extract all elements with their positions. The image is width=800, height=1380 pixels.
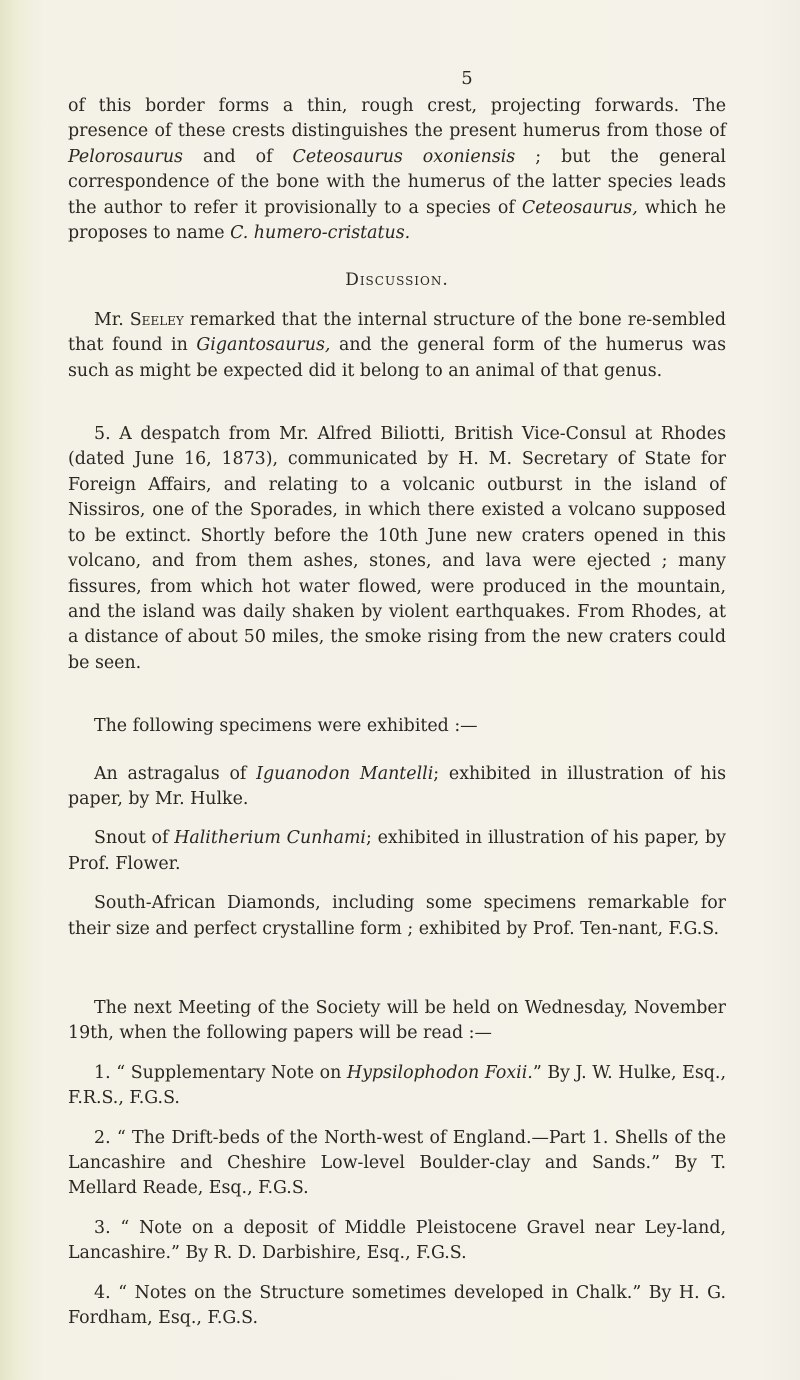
text-run: and of <box>182 146 293 167</box>
text-run: An astragalus of <box>94 763 257 784</box>
specimens-intro: The following specimens were exhibited :— <box>94 716 478 737</box>
text-run: of this border forms a thin, rough crest, projecting forwards. The presence of these crests distinguishes the present humerus from those of <box>68 96 726 142</box>
discussion-heading: Discussion. <box>345 270 449 291</box>
text-run: which he proposes to name <box>68 197 726 244</box>
text-run: 1. “ Supplementary Note on <box>94 1062 347 1083</box>
paper-item: 3. “ Note on a deposit of Middle Pleistocene Gravel near Ley-land, Lancashire.” By R. D. Darbishire, Esq., F.G.S. <box>68 1217 726 1264</box>
discussion-paragraph <box>68 308 726 384</box>
specimen-item <box>68 826 726 877</box>
text-run: South-African Diamonds, including some specimens remarkable for their size and perfect crystalline form ; exhibited by Prof. Ten-nant, F.G.S. <box>68 893 726 939</box>
paragraph-humerus-description <box>68 94 726 246</box>
paragraph-despatch-nissiros: 5. A despatch from Mr. Alfred Biliotti, British Vice-Consul at Rhodes (dated June 16, 1873), communicated by H. M. Secretary of State for Foreign Affairs, and relating to a volcanic outburst in the island of Nissiros, one of the Sporades, in which there existed a volcano supposed to be extinct. Shortly before the 10th June new craters opened in this volcano, and from them ashes, stones, and lava were ejected ; many fissures, from which hot water flowed, were produced in the mountain, and the island was daily shaken by violent earthquakes. From Rhodes, at a distance of about 50 miles, the smoke rising from the new craters could be seen. <box>68 424 726 673</box>
paper-item: 4. “ Notes on the Structure sometimes developed in Chalk.” By H. G. Fordham, Esq., F.G.S. <box>68 1282 726 1329</box>
italic-taxon: Ceteosaurus oxoniensis <box>292 146 516 167</box>
italic-taxon: Ceteosaurus, <box>521 197 638 218</box>
page-body <box>68 94 726 1331</box>
specimen-item <box>68 762 726 813</box>
italic-taxon: Pelorosaurus <box>68 146 183 167</box>
specimen-item <box>68 891 726 942</box>
paper-item <box>68 1061 726 1112</box>
text-run: ; exhibited in illustration of his paper, by Mr. Hulke. <box>68 763 726 809</box>
text-run: and the general form of the humerus was such as might be expected did it belong to an animal of that genus. <box>68 335 726 381</box>
italic-taxon: Gigantosaurus, <box>196 335 331 356</box>
speaker-name: Seeley <box>129 309 184 330</box>
italic-taxon: Iguanodon Mantelli <box>256 763 434 784</box>
text-run: remarked that the internal structure of the bone re-sembled that found in <box>68 309 726 356</box>
text-run: ” By J. W. Hulke, Esq., F.R.S., F.G.S. <box>68 1062 726 1109</box>
page-number: 5 <box>461 68 473 89</box>
italic-taxon: Halitherium Cunhami <box>174 828 366 849</box>
text-run: ; but the general correspondence of the bone with the humerus of the latter species leads the author to refer it provisionally to a species of <box>68 146 726 218</box>
paper-item: 2. “ The Drift-beds of the North-west of England.—Part 1. Shells of the Lancashire and Cheshire Low-level Boulder-clay and Sands.” By T. Mellard Reade, Esq., F.G.S. <box>68 1127 726 1199</box>
next-meeting-notice: The next Meeting of the Society will be held on Wednesday, November 19th, when the following papers will be read :— <box>68 997 726 1044</box>
text-run: Mr. <box>94 309 130 330</box>
italic-taxon: C. humero-cristatus. <box>230 223 411 244</box>
text-run: ; exhibited in illustration of his paper, by Prof. Flower. <box>68 828 726 874</box>
italic-taxon: Hypsilophodon Foxii. <box>346 1062 533 1083</box>
text-run: Snout of <box>94 828 175 849</box>
